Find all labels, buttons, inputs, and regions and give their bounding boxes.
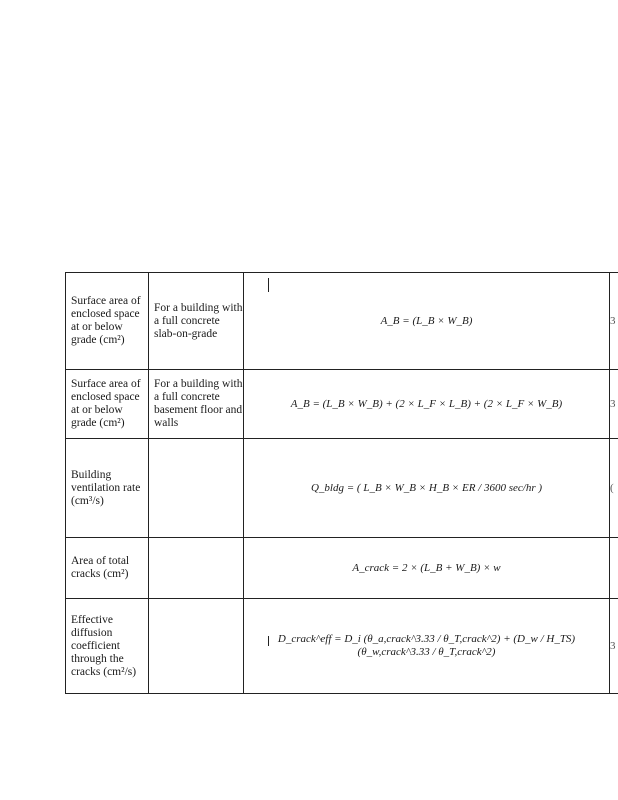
condition-cell: [149, 599, 244, 694]
formula-cell: D_crack^eff = D_i (θ_a,crack^3.33 / θ_T,crack^2) + (D_w / H_TS)(θ_w,crack^3.33 / θ_T,crack^2): [244, 599, 610, 694]
formula-cell: A_crack = 2 × (L_B + W_B) × w: [244, 538, 610, 599]
table-row: [66, 273, 618, 370]
edge-cell: 3: [610, 370, 618, 439]
table-row: [66, 370, 618, 439]
table-row: [66, 439, 618, 538]
parameter-table-container: [65, 272, 618, 696]
formula-cell: A_B = (L_B × W_B): [244, 273, 610, 370]
parameter-cell: Effective diffusion coefficient through the cracks (cm²/s): [66, 599, 149, 694]
table-row: [66, 599, 618, 694]
condition-cell: [149, 439, 244, 538]
parameter-cell: Area of total cracks (cm²): [66, 538, 149, 599]
parameter-cell: Surface area of enclosed space at or below grade (cm²): [66, 370, 149, 439]
edge-cell: 3: [610, 273, 618, 370]
condition-cell: For a building with a full concrete slab-on-grade: [149, 273, 244, 370]
parameter-cell: Building ventilation rate (cm³/s): [66, 439, 149, 538]
scan-artifact-mark: [268, 636, 269, 646]
edge-cell: [610, 538, 618, 599]
parameter-cell: Surface area of enclosed space at or below grade (cm²): [66, 273, 149, 370]
condition-cell: [149, 538, 244, 599]
parameter-table: [65, 272, 618, 694]
table-row: [66, 538, 618, 599]
edge-cell: (: [610, 439, 618, 538]
scan-artifact-mark: [268, 278, 269, 292]
edge-cell: 3: [610, 599, 618, 694]
condition-cell: For a building with a full concrete basement floor and walls: [149, 370, 244, 439]
formula-cell: Q_bldg = ( L_B × W_B × H_B × ER / 3600 sec/hr ): [244, 439, 610, 538]
formula-cell: A_B = (L_B × W_B) + (2 × L_F × L_B) + (2 × L_F × W_B): [244, 370, 610, 439]
